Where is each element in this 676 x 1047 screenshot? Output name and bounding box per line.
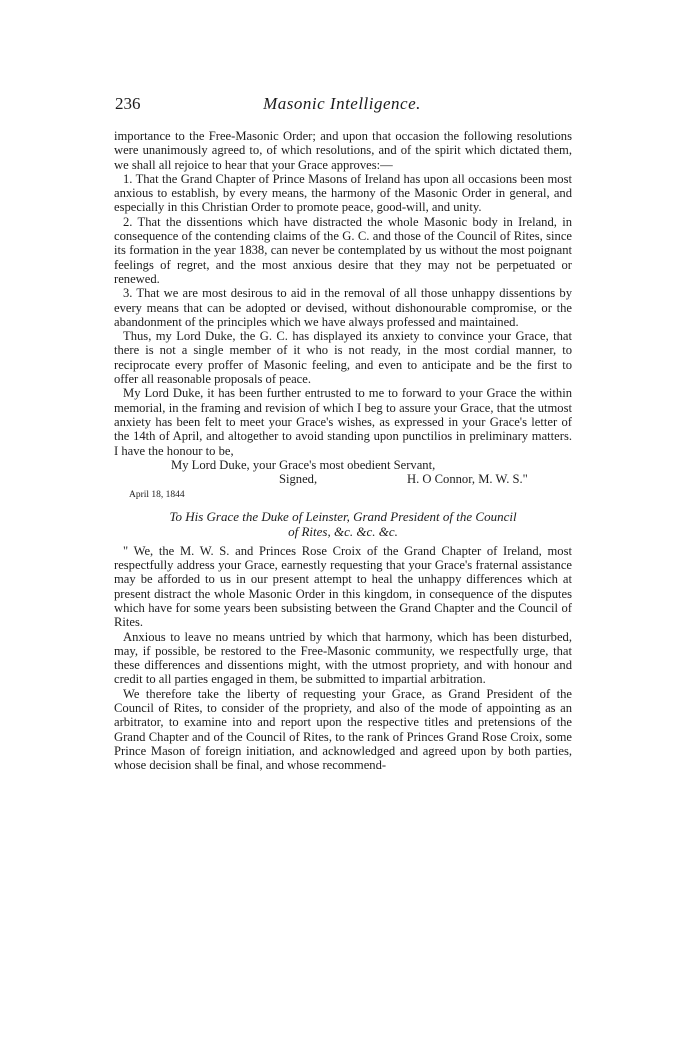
signature-line [114,472,572,486]
page-header [115,94,569,118]
address-paragraph: We therefore take the liberty of requesting your Grace, as Grand President of the Council of Rites, to consider of the propriety, and also of the mode of appointing as an arbitrator, to examine into and report upon the respective titles and pretensions of the Grand Chapter and of the Council of Rites, to the rank of Princes Grand Rose Croix, some Prince Mason of foreign initiation, and acknowledged and agreed upon by both parties, whose decision shall be final, and whose recommend- [114,686,572,773]
letter-paragraph: Thus, my Lord Duke, the G. C. has displayed its anxiety to convince your Grace, that there is not a single member of it who is not ready, in the most cordial manner, to reciprocate every proffer of Masonic feeling, and even to anticipate and be the first to offer all reasonable proposals of peace. [114,329,572,387]
closing-salutation: My Lord Duke, your Grace's most obedient Servant, [171,457,436,472]
address-paragraph: " We, the M. W. S. and Princes Rose Croix of the Grand Chapter of Ireland, most respectfully address your Grace, earnestly requesting that your Grace's fraternal assistance may be afforded to us in our present attempt to heal the unhappy differences which at present distract the whole Masonic Order in this kingdom, in consequence of the disputes which have for some years been subsisting between the Grand Chapter and the Council of Rites. [114,543,572,630]
resolution-2: 2. That the dissentions which have distracted the whole Masonic body in Ireland, in consequence of the contending claims of the G. C. and those of the Council of Rites, since its formation in the year 1838, can never be contemplated by us without the most poignant feelings of regret, and the most anxious desire that they may not be perpetuated or renewed. [114,214,572,286]
resolution-3: 3. That we are most desirous to aid in the removal of all those unhappy dissentions by every means that can be adopted or devised, without dishonourable compromise, or the abandonment of the principles which we have always professed and maintained. [114,286,572,329]
running-head: Masonic Intelligence. [263,94,421,113]
address-heading-line-1: To His Grace the Duke of Leinster, Grand President of the Council [169,508,517,524]
address-heading-line-2: of Rites, &c. &c. &c. [288,523,398,539]
resolution-1: 1. That the Grand Chapter of Prince Masons of Ireland has upon all occasions been most anxious to establish, by every means, the harmony of the Masonic Order in general, and especially in this Christian Order to promote peace, good-will, and unity. [114,171,572,215]
letter-paragraph: My Lord Duke, it has been further entrusted to me to forward to your Grace the within memorial, in the framing and revision of which I beg to assure your Grace, that the utmost anxiety has been felt to meet your Grace's wishes, as expressed in your Grace's letter of the 14th of April, and altogether to avoid standing upon punctilios in preliminary matters. I have the honour to be, [114,386,572,458]
address-paragraph: Anxious to leave no means untried by which that harmony, which has been disturbed, may, if possible, be restored to the Free-Masonic community, we respectfully urge, that these differences and dissentions might, with the utmost propriety, and with honour and credit to all parties engaged in them, be submitted to impartial arbitration. [114,629,572,687]
letter-paragraph: importance to the Free-Masonic Order; and upon that occasion the following resolutions were unanimously agreed to, of which resolutions, and of the spirit which dictated them, we shall all rejoice to hear that your Grace approves:— [114,129,572,172]
letter-closing [114,458,572,503]
page-body [114,129,572,772]
signed-label: Signed, [279,472,318,487]
letter-date: April 18, 1844 [129,490,185,501]
signatory-name: H. O Connor, M. W. S." [407,472,528,487]
page-number: 236 [115,94,141,113]
address-heading [114,509,572,539]
